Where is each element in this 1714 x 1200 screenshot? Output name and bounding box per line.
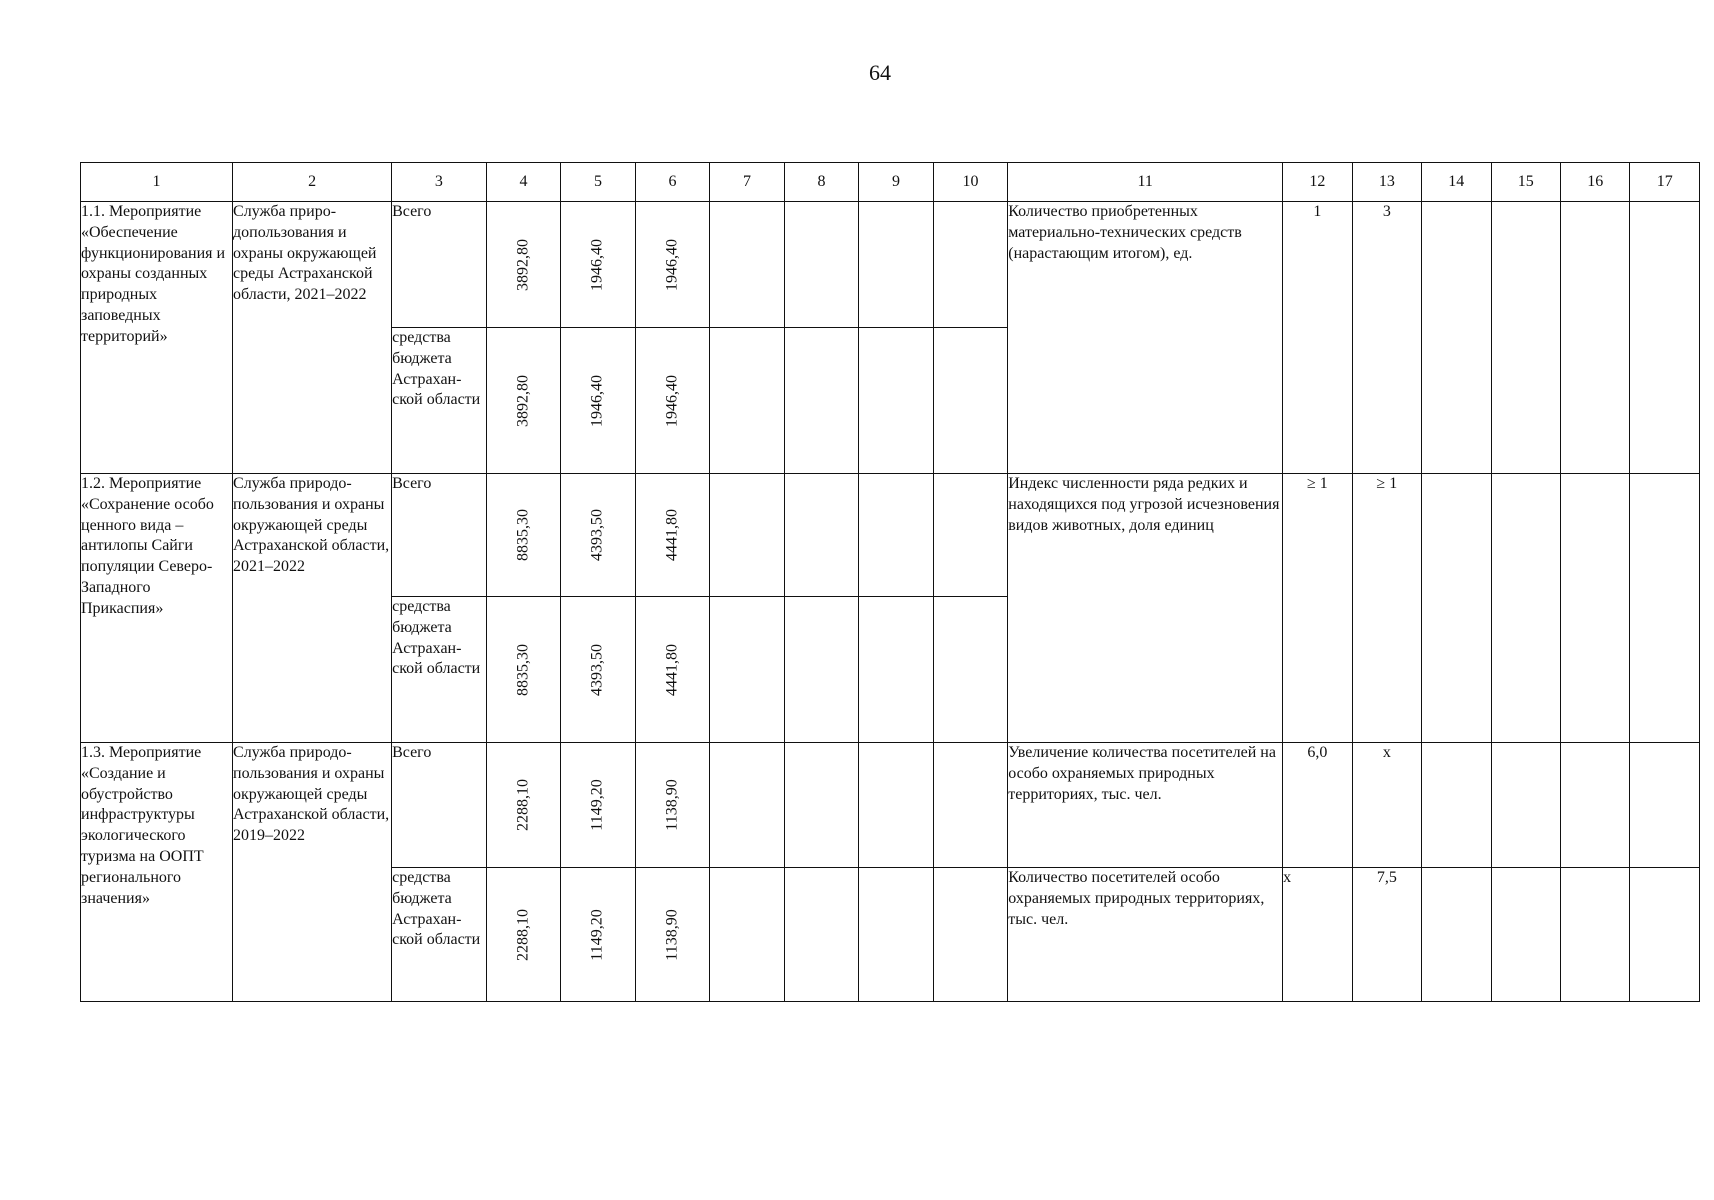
col-header-12: 12 <box>1283 163 1352 202</box>
amount-cell <box>486 474 561 597</box>
funding-source: средства бюджета Астраханской области <box>392 597 487 743</box>
empty-cell <box>710 597 785 743</box>
col-header-11: 11 <box>1008 163 1283 202</box>
empty-cell <box>1630 868 1700 1002</box>
measure-title: 1.2. Мероприятие «Сохранение особо ценного вида – антилопы Сайги популяции Северо-Западного Прикаспия» <box>81 474 233 743</box>
amount-cell <box>486 868 561 1002</box>
funding-source: средства бюджета Астраханской области <box>392 868 487 1002</box>
amount-year-1: 1149,20 <box>588 908 606 961</box>
empty-cell <box>1422 743 1491 868</box>
amount-year-2: 4441,80 <box>663 509 681 561</box>
empty-cell <box>710 474 785 597</box>
empty-cell <box>784 328 859 474</box>
empty-cell <box>1491 868 1560 1002</box>
empty-cell <box>859 743 934 868</box>
amount-cell <box>486 743 561 868</box>
amount-total: 2288,10 <box>514 779 532 831</box>
col-header-15: 15 <box>1491 163 1560 202</box>
funding-source: Всего <box>392 743 487 868</box>
col-header-7: 7 <box>710 163 785 202</box>
measure-title: 1.3. Мероприятие «Создание и обустройство инфраструктуры экологического туризма на ООПТ регионального значения» <box>81 743 233 1002</box>
indicator-value: ≥ 1 <box>1352 474 1421 743</box>
table-row <box>81 202 1700 328</box>
amount-year-1: 1149,20 <box>588 779 606 831</box>
empty-cell <box>933 743 1008 868</box>
col-header-16: 16 <box>1560 163 1629 202</box>
empty-cell <box>1630 474 1700 743</box>
empty-cell <box>1560 202 1629 474</box>
amount-year-1: 1946,40 <box>588 238 606 291</box>
amount-cell <box>635 597 710 743</box>
empty-cell <box>933 474 1008 597</box>
empty-cell <box>710 202 785 328</box>
table-row <box>81 743 1700 868</box>
amount-year-2: 1946,40 <box>663 374 681 427</box>
indicator-name: Количество приобретенных материально-технических средств (нарастающим итогом), ед. <box>1008 202 1283 474</box>
amount-cell <box>486 597 561 743</box>
amount-cell <box>486 202 561 328</box>
indicator-value: x <box>1283 868 1352 1002</box>
indicator-value: 1 <box>1283 202 1352 474</box>
empty-cell <box>1560 868 1629 1002</box>
empty-cell <box>710 328 785 474</box>
empty-cell <box>784 868 859 1002</box>
empty-cell <box>859 868 934 1002</box>
empty-cell <box>784 474 859 597</box>
amount-cell <box>561 868 636 1002</box>
col-header-4: 4 <box>486 163 561 202</box>
indicator-name: Индекс численности ряда редких и находящихся под угрозой исчезновения видов животных, доля единиц <box>1008 474 1283 743</box>
amount-total: 8835,30 <box>514 509 532 561</box>
amount-year-2: 1946,40 <box>663 238 681 291</box>
indicator-value: x <box>1352 743 1421 868</box>
indicator-value: 7,5 <box>1352 868 1421 1002</box>
amount-year-2: 1138,90 <box>663 779 681 831</box>
header-row <box>81 163 1700 202</box>
col-header-13: 13 <box>1352 163 1421 202</box>
amount-total: 3892,80 <box>514 374 532 427</box>
indicator-name: Увеличение количества посетителей на особо охраняемых природных территориях, тыс. чел. <box>1008 743 1283 868</box>
amount-cell <box>561 743 636 868</box>
empty-cell <box>933 868 1008 1002</box>
amount-cell <box>635 328 710 474</box>
responsible-executor: Служба природопользования и охраны окружающей среды Астраханской области, 2021–2022 <box>233 202 392 474</box>
amount-cell <box>635 743 710 868</box>
empty-cell <box>1422 202 1491 474</box>
indicator-value: 3 <box>1352 202 1421 474</box>
empty-cell <box>859 202 934 328</box>
indicator-value: 6,0 <box>1283 743 1352 868</box>
empty-cell <box>1630 202 1700 474</box>
amount-cell <box>635 202 710 328</box>
amount-cell <box>561 597 636 743</box>
empty-cell <box>933 328 1008 474</box>
empty-cell <box>859 474 934 597</box>
measure-title: 1.1. Мероприятие «Обеспечение функционирования и охраны созданных природных заповедных территорий» <box>81 202 233 474</box>
amount-total: 8835,30 <box>514 643 532 696</box>
amount-year-1: 4393,50 <box>588 643 606 696</box>
funding-source: средства бюджета Астраханской области <box>392 328 487 474</box>
funding-source: Всего <box>392 202 487 328</box>
amount-year-2: 1138,90 <box>663 908 681 961</box>
responsible-executor: Служба природопользования и охраны окружающей среды Астраханской области, 2019–2022 <box>233 743 392 1002</box>
indicator-value: ≥ 1 <box>1283 474 1352 743</box>
col-header-8: 8 <box>784 163 859 202</box>
amount-cell <box>635 474 710 597</box>
empty-cell <box>1560 743 1629 868</box>
empty-cell <box>933 597 1008 743</box>
col-header-9: 9 <box>859 163 934 202</box>
amount-total: 3892,80 <box>514 238 532 291</box>
col-header-5: 5 <box>561 163 636 202</box>
col-header-6: 6 <box>635 163 710 202</box>
empty-cell <box>859 597 934 743</box>
empty-cell <box>1491 474 1560 743</box>
empty-cell <box>1491 202 1560 474</box>
col-header-2: 2 <box>233 163 392 202</box>
responsible-executor: Служба природопользования и охраны окружающей среды Астраханской области, 2021–2022 <box>233 474 392 743</box>
amount-year-2: 4441,80 <box>663 643 681 696</box>
empty-cell <box>710 743 785 868</box>
amount-cell <box>561 328 636 474</box>
empty-cell <box>1422 474 1491 743</box>
amount-cell <box>561 474 636 597</box>
empty-cell <box>710 868 785 1002</box>
page-number: 64 <box>869 60 891 85</box>
empty-cell <box>1630 743 1700 868</box>
col-header-10: 10 <box>933 163 1008 202</box>
col-header-17: 17 <box>1630 163 1700 202</box>
budget-table <box>80 162 1700 1002</box>
amount-year-1: 4393,50 <box>588 509 606 561</box>
amount-total: 2288,10 <box>514 908 532 961</box>
empty-cell <box>784 743 859 868</box>
empty-cell <box>1422 868 1491 1002</box>
amount-cell <box>486 328 561 474</box>
empty-cell <box>1560 474 1629 743</box>
indicator-name: Количество посетителей особо охраняемых природных территориях, тыс. чел. <box>1008 868 1283 1002</box>
amount-year-1: 1946,40 <box>588 374 606 427</box>
col-header-1: 1 <box>81 163 233 202</box>
funding-source: Всего <box>392 474 487 597</box>
empty-cell <box>784 202 859 328</box>
amount-cell <box>635 868 710 1002</box>
col-header-14: 14 <box>1422 163 1491 202</box>
empty-cell <box>1491 743 1560 868</box>
empty-cell <box>784 597 859 743</box>
col-header-3: 3 <box>392 163 487 202</box>
empty-cell <box>859 328 934 474</box>
amount-cell <box>561 202 636 328</box>
empty-cell <box>933 202 1008 328</box>
table-row <box>81 474 1700 597</box>
